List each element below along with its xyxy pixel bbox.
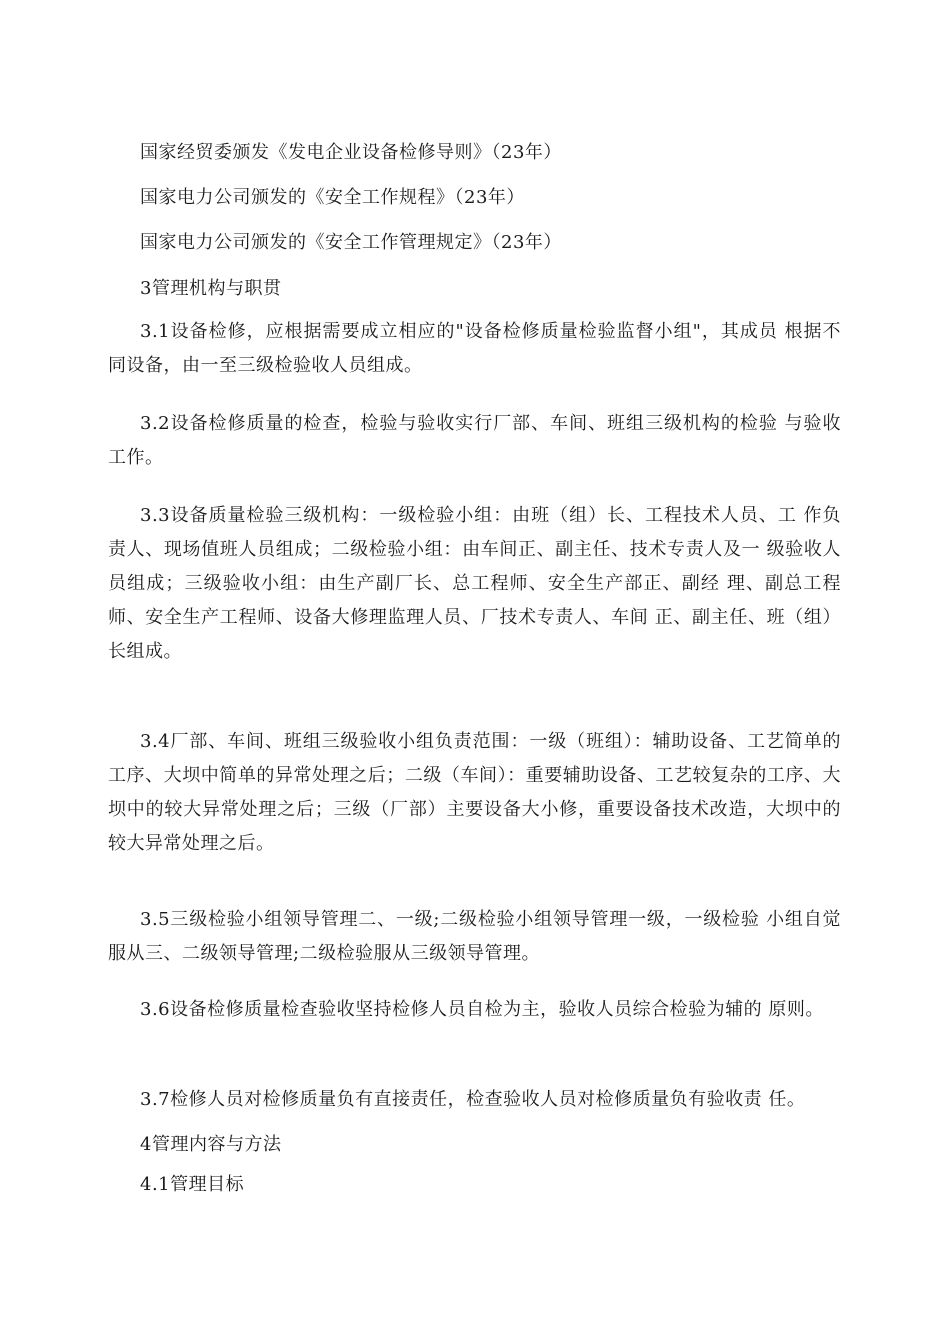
paragraph: 3.1设备检修，应根据需要成立相应的"设备检修质量检验监督小组"，其成员 根据不同设备，由一至三级检验收人员组成。 [108, 321, 841, 376]
section-heading: 3管理机构与职贯 [140, 278, 282, 299]
paragraph: 3.4厂部、车间、班组三级验收小组负责范围：一级（班组）：辅助设备、工艺简单的工序、大坝中简单的异常处理之后；二级（车间）：重要辅助设备、工艺较复杂的工序、大坝中的较大异常处理之后；三级（厂部）主要设备大小修，重要设备技术改造，大坝中的较大异常处理之后。 [108, 731, 841, 854]
reference-line: 国家电力公司颁发的《安全工作规程》（23年） [140, 187, 525, 208]
paragraph: 3.3设备质量检验三级机构：一级检验小组：由班（组）长、工程技术人员、工 作负责人、现场值班人员组成；二级检验小组：由车间正、副主任、技术专责人及一 级验收人员组成；三级验收小组：由生产副厂长、总工程师、安全生产部正、副经 理、副总工程师、安全生产工程师、设备大修理监理人员、厂技术专责人、车间 正、副主任、班（组）长组成。 [108, 505, 841, 662]
paragraph: 3.5三级检验小组领导管理二、一级;二级检验小组领导管理一级，一级检验 小组自觉服从三、二级领导管理;二级检验服从三级领导管理。 [108, 909, 841, 964]
paragraph: 3.7检修人员对检修质量负有直接责任，检查验收人员对检修质量负有验收责 任。 [140, 1089, 806, 1110]
reference-line: 国家经贸委颁发《发电企业设备检修导则》（23年） [140, 142, 562, 163]
subsection-heading: 4.1管理目标 [140, 1174, 245, 1195]
section-heading: 4管理内容与方法 [140, 1134, 282, 1155]
reference-line: 国家电力公司颁发的《安全工作管理规定》（23年） [140, 232, 562, 253]
paragraph: 3.2设备检修质量的检查，检验与验收实行厂部、车间、班组三级机构的检验 与验收工作。 [108, 413, 841, 468]
paragraph: 3.6设备检修质量检查验收坚持检修人员自检为主，验收人员综合检验为辅的 原则。 [140, 999, 824, 1020]
